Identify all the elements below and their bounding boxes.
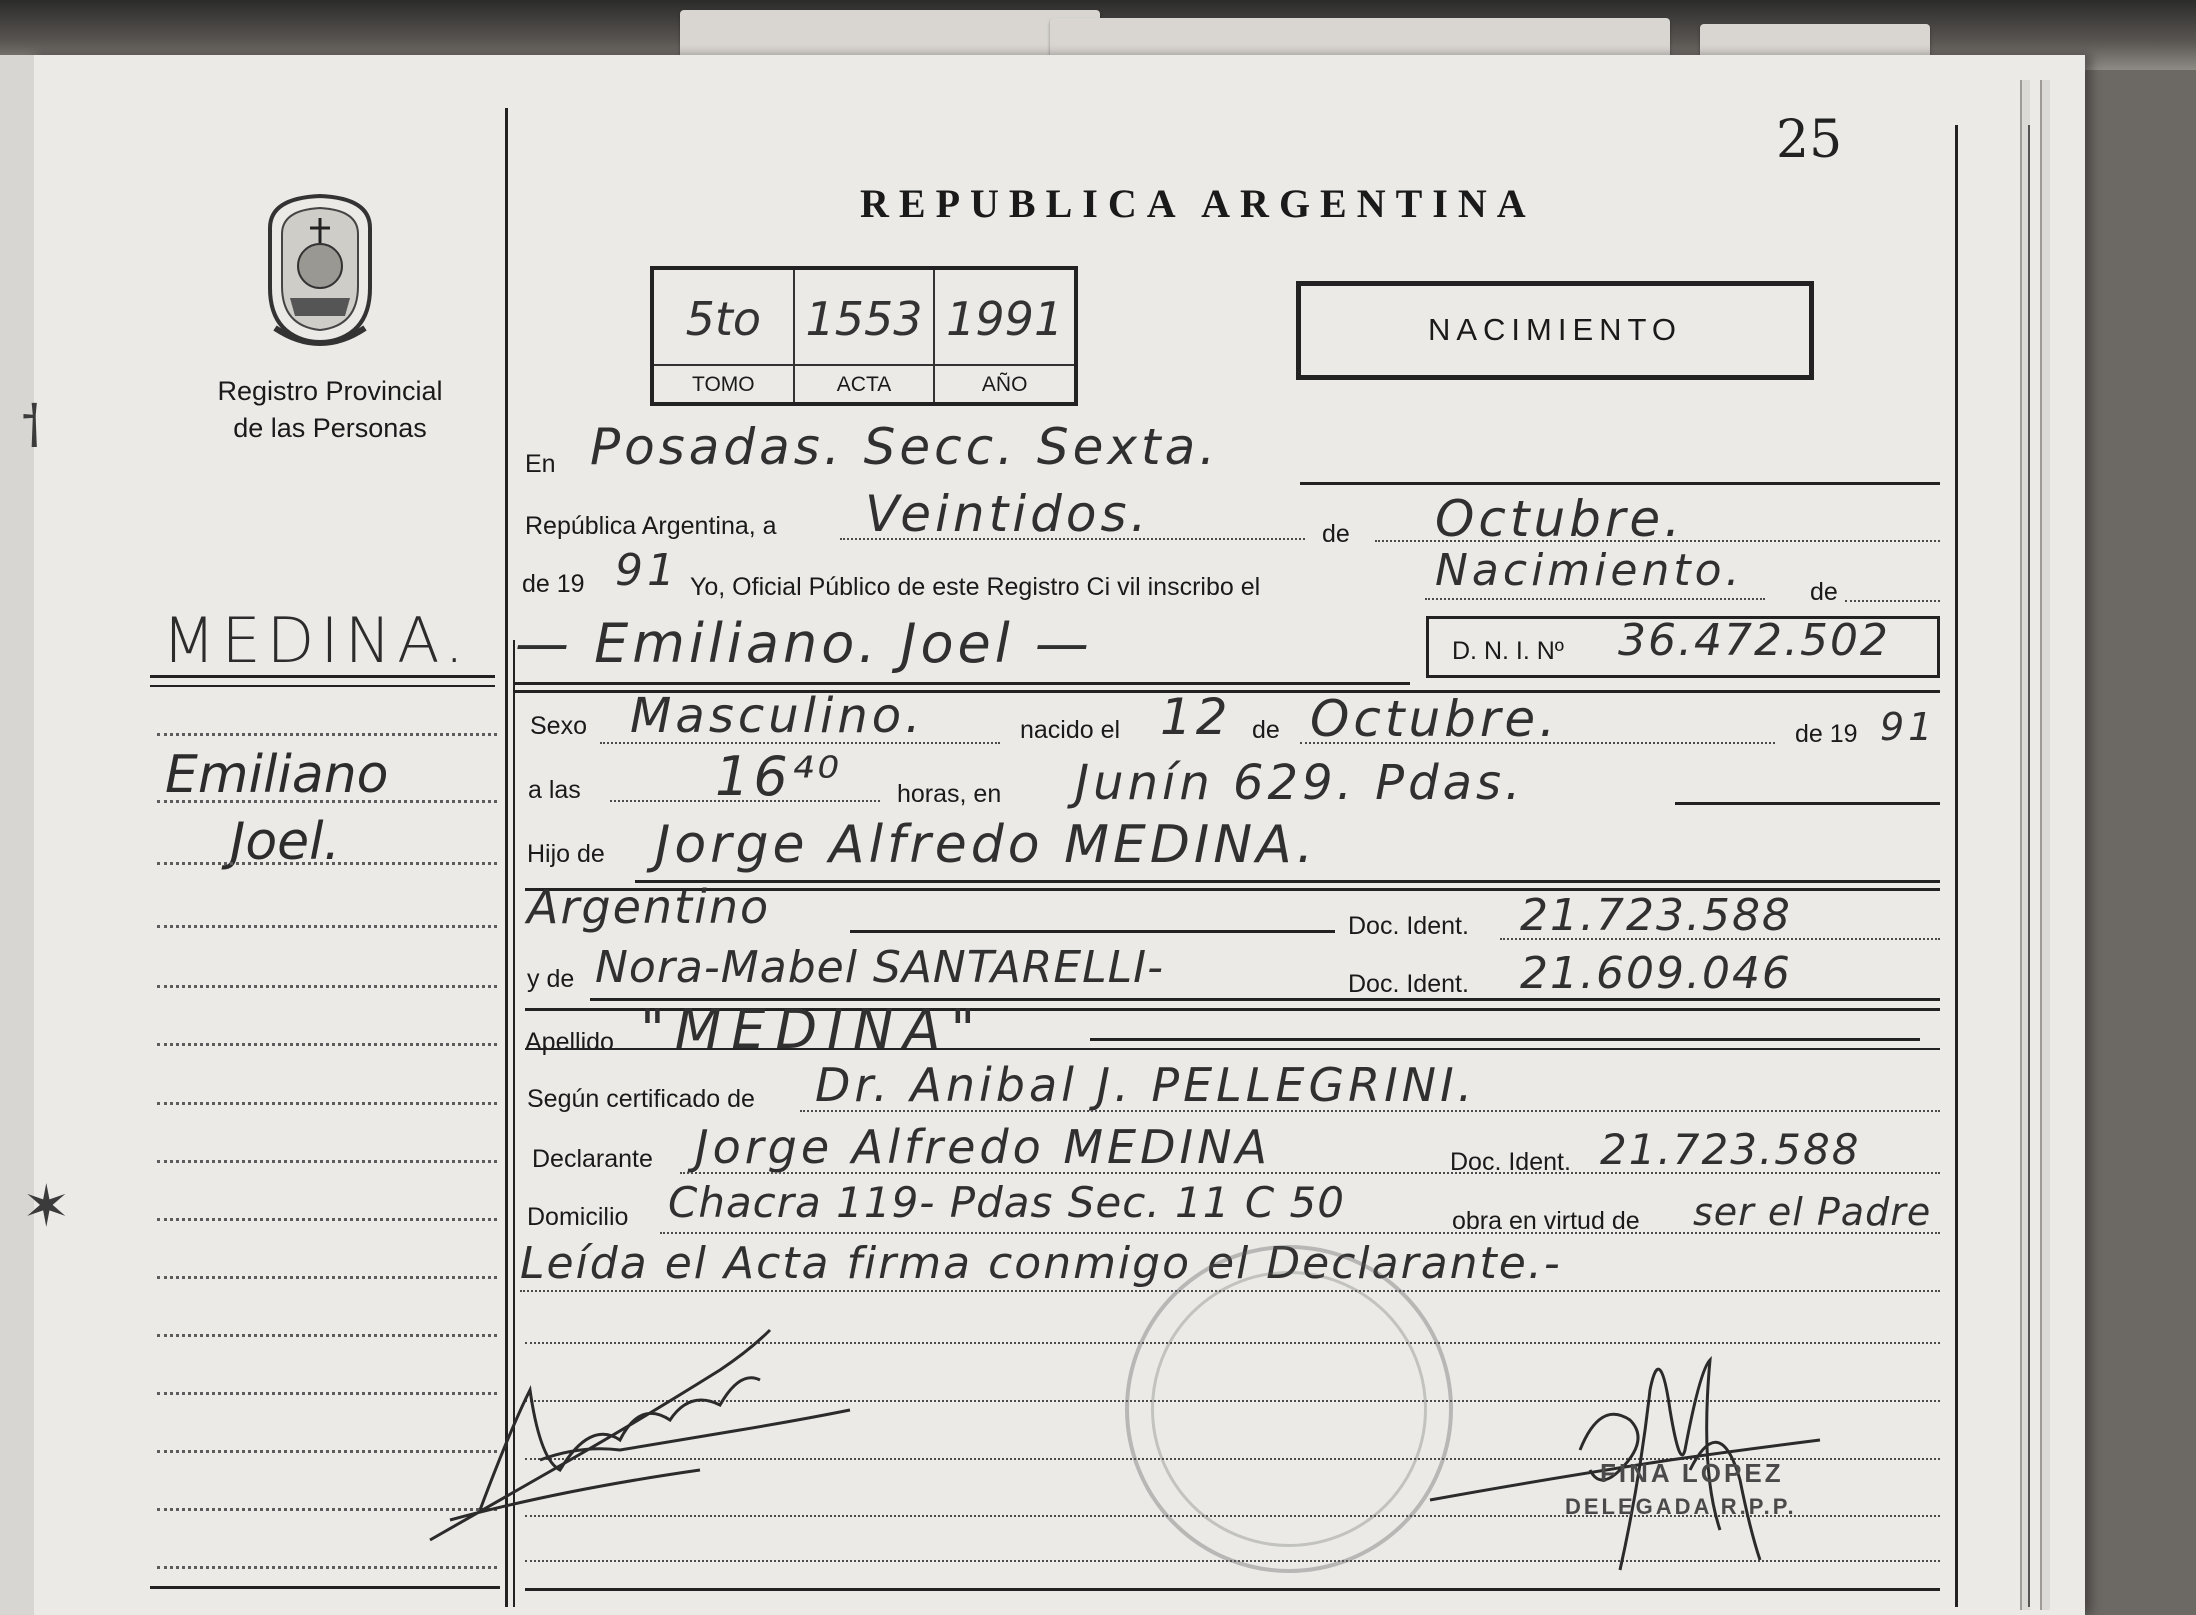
margin-surname: MEDINA. [162, 604, 471, 677]
apellido-label: Apellido [525, 1028, 614, 1056]
official-name: FINA LOPEZ [1600, 1458, 1784, 1488]
doc-ident-label-3: Doc. Ident. [1450, 1148, 1571, 1176]
horas-en-label: horas, en [897, 780, 1002, 808]
declarante-line [680, 1172, 1940, 1174]
margin-dotted-line [157, 1276, 497, 1279]
month-value: Octubre. [1435, 490, 1685, 548]
declarante-value: Jorge Alfredo MEDINA [695, 1120, 1271, 1174]
name-rule [515, 682, 1410, 685]
dni-label: D. N. I. Nº [1452, 637, 1564, 665]
country-title: REPUBLICA ARGENTINA [860, 181, 1536, 226]
year-prefix-label: de 19 [522, 570, 585, 598]
domicilio-line [660, 1232, 1940, 1234]
nacido-month-line [1300, 742, 1775, 744]
mother-value: Nora-Mabel SANTARELLI- [595, 942, 1165, 993]
reference-box [650, 266, 1078, 406]
certificado-line [800, 1110, 1940, 1112]
margin-dotted-line [157, 925, 497, 928]
nacido-month: Octubre. [1310, 690, 1560, 748]
certificado-label: Según certificado de [527, 1085, 755, 1113]
margin-dotted-line [157, 862, 497, 865]
inscribo-label: Yo, Oficial Público de este Registro Ci vil inscribo el [690, 573, 1261, 601]
page-number: 25 [1776, 110, 1843, 170]
margin-dotted-line [157, 1218, 497, 1221]
nacido-year-label: de 19 [1795, 720, 1858, 748]
place-value: Junín 629. Pdas. [1075, 755, 1525, 811]
place-rule [1675, 802, 1940, 805]
nacido-day: 12 [1160, 688, 1232, 746]
margin-dotted-line [157, 1566, 497, 1569]
en-label: En [525, 450, 556, 478]
doc-ident-label: Doc. Ident. [1348, 912, 1469, 940]
hijo-label: Hijo de [527, 840, 605, 868]
a-las-label: a las [528, 776, 581, 804]
left-page-edge [0, 55, 34, 1615]
sexo-label: Sexo [530, 712, 587, 740]
republica-label: República Argentina, a [525, 512, 777, 540]
sexo-value: Masculino. [630, 688, 925, 744]
acta-cell [795, 270, 936, 402]
acto-value: Nacimiento. [1435, 545, 1744, 596]
apellido-rule [1090, 1038, 1920, 1041]
margin-dotted-line [157, 1043, 497, 1046]
province-seal-icon [250, 188, 390, 348]
mother-doc: 21.609.046 [1520, 948, 1792, 999]
declarante-doc: 21.723.588 [1600, 1125, 1861, 1174]
acto-line [1425, 598, 1765, 600]
day-value: Veintidos. [865, 485, 1151, 543]
margin-rule [150, 1586, 500, 1589]
obra-value: ser el Padre [1693, 1190, 1932, 1234]
father-doc-line [1500, 938, 1940, 940]
nacido-year-suffix: 91 [1880, 705, 1937, 749]
apellido-value: "MEDINA" [640, 998, 986, 1061]
sexo-line [600, 742, 1000, 744]
father-value: Jorge Alfredo MEDINA. [655, 815, 1318, 875]
doc-ident-label-2: Doc. Ident. [1348, 970, 1469, 998]
obra-label: obra en virtud de [1452, 1207, 1640, 1235]
hour-line [610, 800, 880, 802]
ano-cell [935, 270, 1074, 402]
certificado-value: Dr. Anibal J. PELLEGRINI. [815, 1058, 1477, 1112]
domicilio-label: Domicilio [527, 1203, 629, 1231]
father-doc: 21.723.588 [1520, 890, 1792, 941]
right-border [1955, 125, 1958, 1607]
margin-rule [150, 675, 495, 678]
tomo-cell [654, 270, 795, 402]
margin-dotted-line [157, 1102, 497, 1105]
en-rule [1300, 482, 1940, 485]
nacido-de-label: de [1252, 716, 1280, 744]
en-value: Posadas. Secc. Sexta. [590, 418, 1220, 476]
margin-rule [150, 685, 495, 687]
margin-given-name-2: Joel. [230, 812, 341, 872]
margin-dotted-line [157, 1160, 497, 1163]
folder-tab [680, 10, 1100, 58]
dni-value: 36.472.502 [1618, 615, 1890, 666]
year-suffix-value: 91 [615, 545, 679, 596]
ano-label: AÑO [935, 364, 1074, 404]
y-de-label: y de [527, 965, 575, 993]
registry-stamp-icon [1125, 1245, 1453, 1573]
father-rule [635, 880, 1940, 883]
de-label-2: de [1810, 578, 1838, 606]
binding-hole-icon: ✶ [22, 1174, 71, 1239]
closing-line: Leída el Acta firma conmigo el Declarante.- [520, 1238, 1562, 1289]
margin-dotted-line [157, 733, 497, 736]
page-edge [2040, 80, 2050, 1610]
margin-dotted-line [157, 800, 497, 803]
father-nationality: Argentino [527, 880, 771, 934]
nacido-label: nacido el [1020, 716, 1121, 744]
margin-dotted-line [157, 985, 497, 988]
acta-label: ACTA [795, 364, 934, 404]
month-line [1375, 540, 1940, 542]
acta-value: 1553 [805, 292, 923, 346]
domicilio-value: Chacra 119- Pdas Sec. 11 C 50 [668, 1178, 1345, 1227]
binding-hole-icon: ⸶ [20, 395, 46, 460]
declarant-signature-icon [420, 1310, 900, 1560]
right-border [2028, 125, 2030, 1607]
registry-label [160, 373, 500, 447]
de-label: de [1322, 520, 1350, 548]
nationality-rule [850, 930, 1335, 933]
official-title: DELEGADA R.P.P. [1565, 1494, 1797, 1519]
event-type-box: NACIMIENTO [1296, 281, 1814, 380]
name-value: — Emiliano. Joel — [515, 612, 1093, 675]
hour-value: 16⁴⁰ [715, 745, 844, 808]
ano-value: 1991 [946, 292, 1064, 346]
registry-line-2: de las Personas [233, 413, 427, 443]
declarante-label: Declarante [532, 1145, 653, 1173]
apellido-rule-2 [525, 1048, 1940, 1050]
tomo-value: 5to [685, 292, 762, 346]
registry-line-1: Registro Provincial [217, 376, 443, 406]
tomo-label: TOMO [654, 364, 793, 404]
acto-line-2 [1845, 600, 1940, 602]
margin-given-name-1: Emiliano [165, 745, 389, 805]
day-line [840, 538, 1305, 540]
